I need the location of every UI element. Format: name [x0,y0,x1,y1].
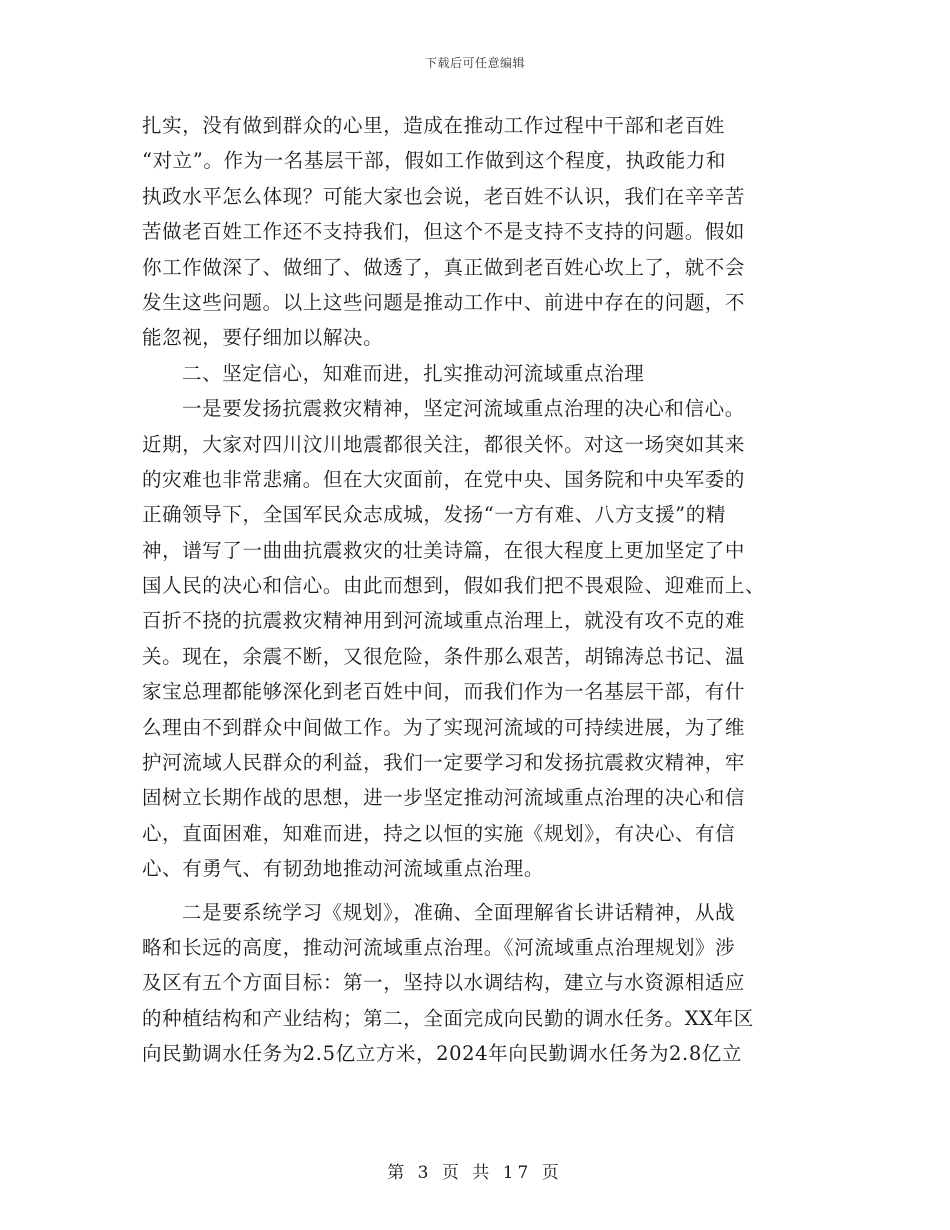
text-line: 护河流域人民群众的利益，我们一定要学习和发扬抗震救灾精神，牢 [142,751,746,775]
header-note: 下载后可任意编辑 [424,56,525,70]
text-line: 及区有五个方面目标：第一，坚持以水调结构，建立与水资源相适应 [142,971,746,995]
text-line: 能忽视，要仔细加以解决。 [142,326,384,350]
text-line: 的灾难也非常悲痛。但在大灾面前，在党中央、国务院和中央军委的 [142,467,746,491]
paragraph-start: 二是要系统学习《规划》，准确、全面理解省长讲话精神，从战 [182,900,736,924]
text-line: 心、有勇气、有韧劲地推动河流域重点治理。 [142,857,545,881]
page-number: 第 3 页 共 17 页 [387,1163,563,1183]
text-line: 心，直面困难，知难而进，持之以恒的实施《规划》，有决心、有信 [142,821,736,845]
text-line: 正确领导下，全国军民众志成城，发扬“一方有难、八方支援”的精 [142,503,726,527]
text-line: 百折不挠的抗震救灾精神用到河流域重点治理上，就没有攻不克的难 [142,609,746,633]
text-line: 苦做老百姓工作还不支持我们，但这个不是支持不支持的问题。假如 [142,220,746,244]
text-line: 关。现在，余震不断，又很危险，条件那么艰苦，胡锦涛总书记、温 [142,644,746,668]
text-line: 的种植结构和产业结构；第二，全面完成向民勤的调水任务。XX年区 [142,1006,754,1030]
text-line: 你工作做深了、做细了、做透了，真正做到老百姓心坎上了，就不会 [142,255,746,279]
paragraph-gap [142,887,812,895]
text-line: 执政水平怎么体现？可能大家也会说，老百姓不认识，我们在辛辛苦 [142,184,746,208]
text-line: 近期，大家对四川汶川地震都很关注，都很关怀。对这一场突如其来 [142,432,746,456]
text-line: 略和长远的高度，推动河流域重点治理。《河流域重点治理规划》涉 [142,935,736,959]
text-line: 国人民的决心和信心。由此而想到，假如我们把不畏艰险、迎难而上、 [142,574,766,598]
section-heading: 二、坚定信心，知难而进，扎实推动河流域重点治理 [182,361,645,385]
text-line: “对立”。作为一名基层干部，假如工作做到这个程度，执政能力和 [142,149,726,173]
text-line: 发生这些问题。以上这些问题是推动工作中、前进中存在的问题，不 [142,290,746,314]
document-body [142,108,812,1072]
text-line: 么理由不到群众中间做工作。为了实现河流域的可持续进展，为了维 [142,715,746,739]
paragraph-start: 一是要发扬抗震救灾精神，坚定河流域重点治理的决心和信心。 [182,397,745,421]
text-line: 家宝总理都能够深化到老百姓中间，而我们作为一名基层干部，有什 [142,680,746,704]
text-line: 神，谱写了一曲曲抗震救灾的壮美诗篇，在很大程度上更加坚定了中 [142,538,746,562]
text-line: 向民勤调水任务为2.5亿立方米，2024年向民勤调水任务为2.8亿立 [142,1042,743,1066]
text-line: 扎实，没有做到群众的心里，造成在推动工作过程中干部和老百姓 [142,114,725,137]
text-line: 固树立长期作战的思想，进一步坚定推动河流域重点治理的决心和信 [142,786,746,810]
